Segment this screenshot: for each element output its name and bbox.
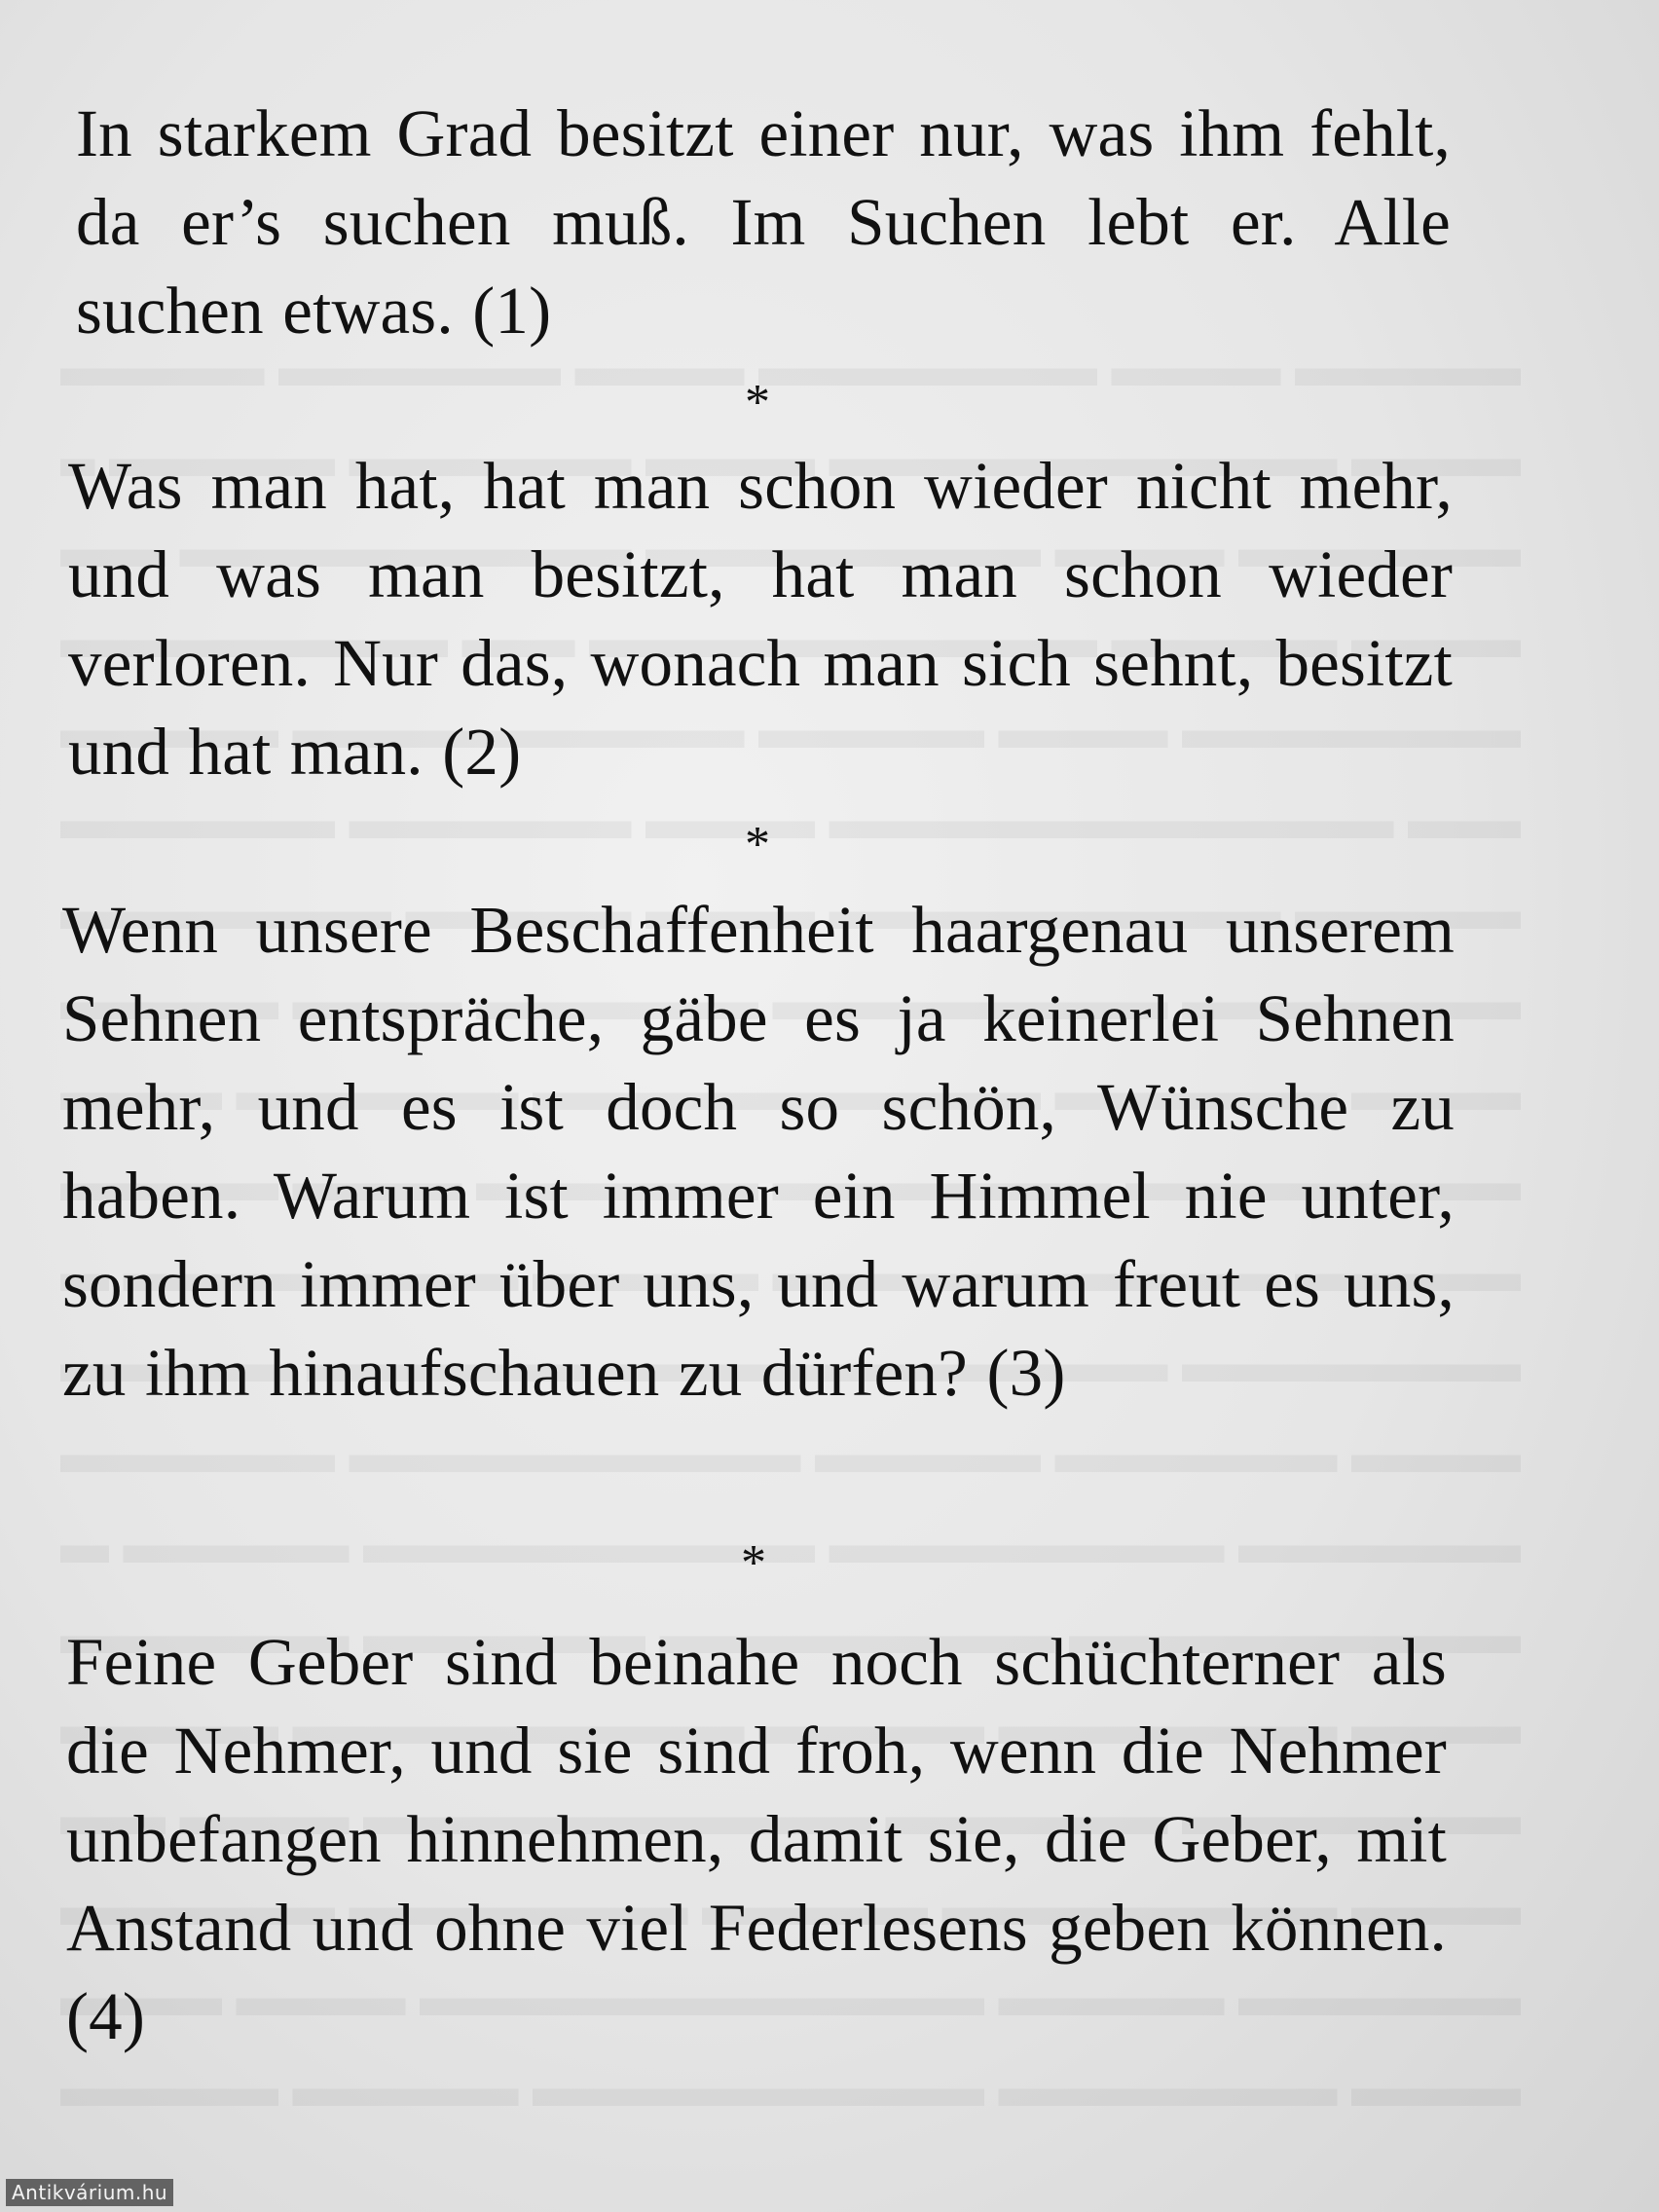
watermark-label: Antikvárium.hu [6,2179,173,2206]
asterisk-separator: * [745,817,770,872]
aphorism-3: Wenn unsere Beschaffenheit haargenau unserem Sehnen entspräche, gäbe es ja keinerlei Sehnen mehr, und es ist doch so schön, Wünsche zu haben. Warum ist immer ein Himmel nie unter, sondern immer über uns, und warum freut es uns, zu ihm hinaufschauen zu dürfen? (3) [62,893,1455,1410]
asterisk-separator: * [741,1535,766,1591]
aphorism-4: Feine Geber sind beinahe noch schüchterner als die Nehmer, und sie sind froh, wenn die Nehmer unbefangen hinnehmen, damit sie, die Geber, mit Anstand und ohne viel Federlesens geben können. (4) [66,1625,1447,2053]
aphorism-2: Was man hat, hat man schon wieder nicht mehr, und was man besitzt, hat man schon wieder verloren. Nur das, wonach man sich sehnt, besitzt und hat man. (2) [68,449,1453,789]
asterisk-separator: * [745,375,770,430]
aphorism-1: In starkem Grad besitzt einer nur, was ihm fehlt, da er’s suchen muß. Im Suchen lebt er. Alle suchen etwas. (1) [76,96,1451,348]
